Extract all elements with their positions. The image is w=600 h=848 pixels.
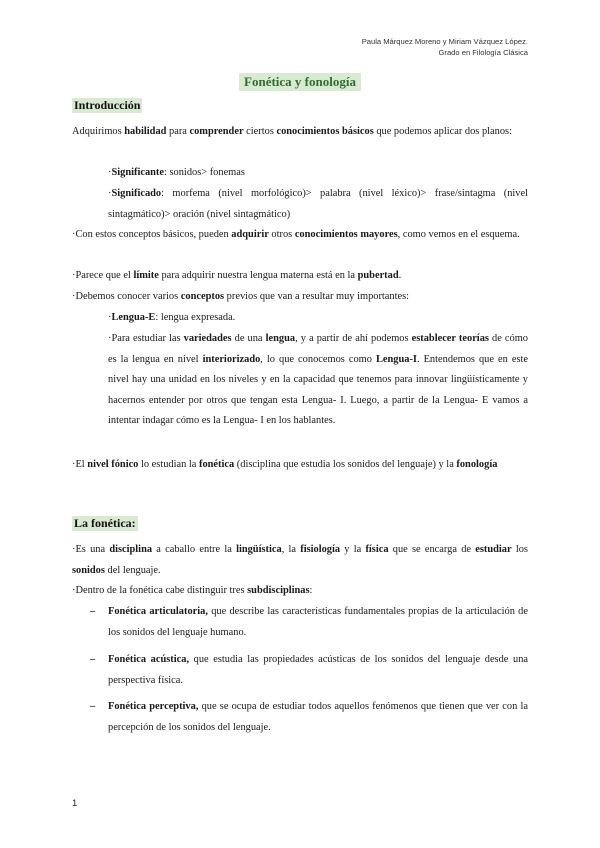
bold-term: límite — [133, 270, 159, 281]
bold-term: fonética — [199, 459, 235, 470]
bold-term: comprender — [189, 126, 244, 137]
bold-term: interiorizado — [202, 353, 261, 365]
bold-term: conocimientos básicos — [276, 126, 374, 137]
bold-term: establecer teorías — [411, 333, 489, 344]
text-run: . — [398, 270, 402, 281]
paragraph — [108, 163, 528, 184]
paragraph — [72, 455, 528, 476]
text-run: ·Con estos conceptos básicos, pueden — [72, 229, 232, 240]
bold-term: conocimientos mayores — [294, 229, 398, 240]
page-header — [362, 36, 528, 58]
text-run: : lengua expresada. — [155, 312, 236, 323]
bold-term: pubertad — [357, 270, 399, 281]
text-run: . Entendemos que en este nivel hay una unidad en los niveles y en la capacidad que tenemos para innovar lingüísticamente y hacernos entender por otros que tengan esta Lengua- I. Luego, a partir de la Lengua- E vamos a intentar indagar cómo es la Lengua- I en los hablantes. — [108, 353, 528, 426]
paragraph — [72, 287, 528, 308]
heading-introduccion: Introducción — [74, 98, 141, 112]
text-run: previos que van a resultar muy importantes: — [224, 291, 410, 302]
text-run: que estudia las propiedades acústicas de los sonidos del lenguaje desde una perspectiva física. — [108, 654, 528, 686]
text-run: : sonidos> fonemas — [164, 167, 245, 178]
text-run: ·El — [72, 459, 88, 470]
bold-term: Significante — [111, 167, 165, 178]
bold-term: variedades — [183, 333, 232, 344]
text-run: ·Parece que el — [72, 270, 134, 281]
text-run: · — [108, 312, 112, 323]
list-bullet: – — [90, 701, 96, 712]
bold-term: lingüística — [236, 544, 282, 555]
header-degree: Grado en Filología Clásica — [438, 48, 528, 57]
text-run: , lo que conocemos como — [260, 353, 376, 365]
text-run: que podemos aplicar dos planos: — [373, 126, 512, 137]
text-run: ·Para estudiar las — [108, 333, 184, 344]
text-run: : morfema (nivel morfológico)> palabra (nivel léxico)> frase/sintagma (nivel sintagmático)> oración (nivel sintagmático) — [108, 188, 528, 220]
paragraph — [72, 122, 528, 143]
document-title: Fonética y fonología — [239, 73, 361, 91]
bold-term: adquirir — [231, 229, 269, 240]
text-run: los — [511, 544, 528, 555]
bold-term: nivel fónico — [87, 459, 139, 470]
paragraph — [108, 308, 528, 329]
bold-term: fisiología — [300, 544, 341, 555]
bold-term: sonidos — [72, 564, 105, 576]
list-bullet: – — [90, 606, 96, 617]
text-run: para — [166, 126, 190, 137]
text-run: para adquirir nuestra lengua materna está en la — [158, 270, 358, 281]
text-run: que se ocupa de estudiar todos aquellos fenómenos que tienen que ver con la percepción de los sonidos del lenguaje. — [108, 701, 528, 733]
paragraph — [72, 581, 528, 602]
title-wrap — [0, 73, 600, 91]
text-run: (disciplina que estudia los sonidos del lenguaje) y la — [234, 459, 457, 470]
bold-term: Lengua-E — [111, 312, 156, 323]
bold-term: disciplina — [109, 544, 153, 555]
text-run: del lenguaje. — [104, 564, 161, 576]
text-run: ·Es una — [72, 544, 110, 555]
text-run: y la — [340, 544, 366, 555]
bold-term: conceptos — [180, 291, 225, 302]
paragraph — [108, 184, 528, 225]
paragraph — [108, 329, 528, 432]
text-run: a caballo entre la — [152, 544, 237, 555]
text-run: de cómo es la lengua en nivel — [108, 333, 528, 365]
list-item — [108, 602, 528, 643]
text-run: ciertos — [243, 126, 277, 137]
bold-term: Lengua-I — [375, 353, 417, 365]
bold-term: Fonética perceptiva, — [108, 701, 199, 712]
bold-term: física — [365, 544, 389, 555]
text-run: otros — [268, 229, 295, 240]
bold-term: Significado — [111, 188, 162, 199]
bold-term: fonología — [456, 459, 498, 470]
header-authors: Paula Márquez Moreno y Miriam Vázquez López. — [361, 37, 528, 46]
paragraph — [72, 540, 528, 581]
list-item — [108, 650, 528, 691]
page-number: 1 — [72, 798, 78, 809]
text-run: , y a partir de ahí podemos — [295, 333, 412, 344]
text-run: que describe las características fundamentales propias de la articulación de los sonidos del lenguaje humano. — [108, 606, 528, 638]
bold-term: estudiar — [475, 544, 512, 555]
list-item — [108, 697, 528, 738]
list-bullet: – — [90, 654, 96, 665]
text-run: · — [108, 167, 112, 178]
paragraph — [72, 225, 528, 246]
paragraph — [72, 266, 528, 287]
text-run: , como vemos en el esquema. — [397, 229, 520, 240]
bold-term: Fonética articulatoria, — [108, 606, 208, 617]
bold-term: lengua — [265, 333, 296, 344]
text-run: lo estudian la — [138, 459, 199, 470]
text-run: , la — [281, 544, 301, 555]
bold-term: Fonética acústica, — [108, 654, 190, 665]
text-run: ·Dentro de la fonética cabe distinguir tres — [72, 585, 248, 596]
text-run: Adquirimos — [72, 126, 125, 137]
bold-term: subdisciplinas — [247, 585, 310, 596]
text-run: de una — [231, 333, 266, 344]
text-run: que se encarga de — [388, 544, 476, 555]
heading-fonetica: La fonética: — [74, 516, 136, 530]
text-run: · — [108, 188, 112, 199]
bold-term: habilidad — [124, 126, 167, 137]
text-run: ·Debemos conocer varios — [72, 291, 181, 302]
text-run: : — [309, 585, 313, 596]
